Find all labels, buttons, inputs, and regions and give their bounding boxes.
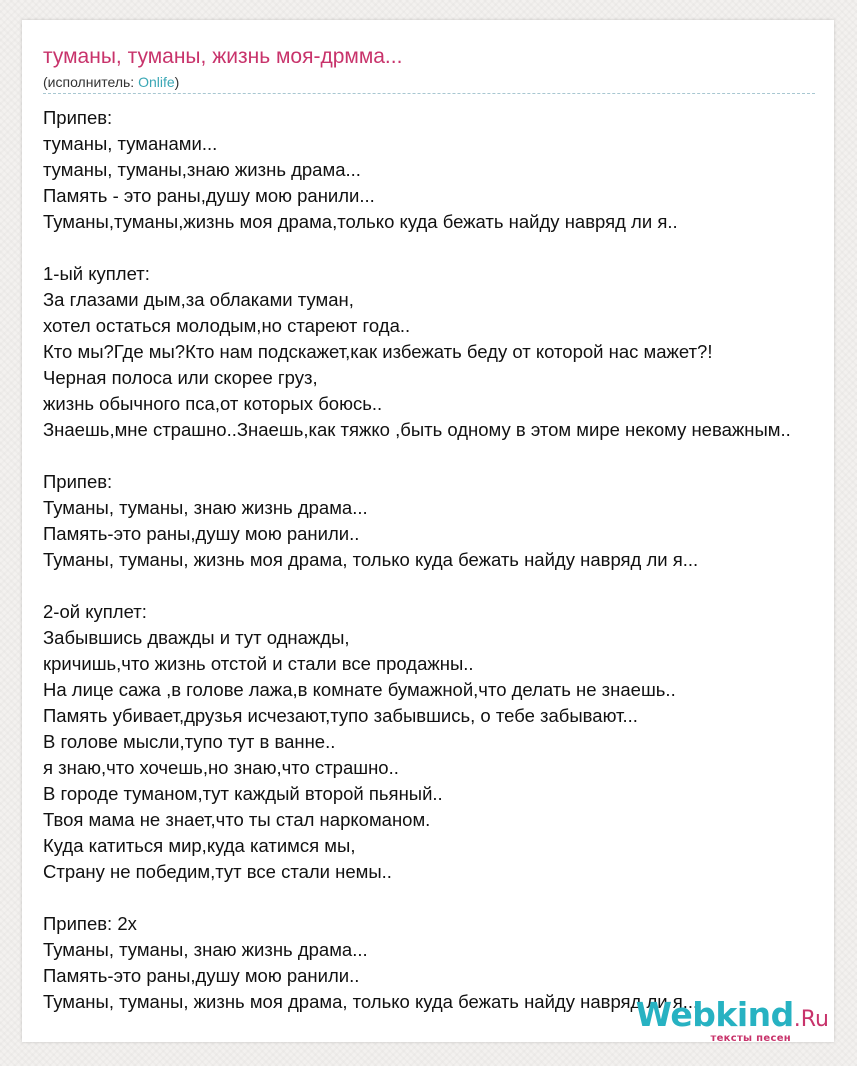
webkind-logo[interactable] xyxy=(636,997,829,1044)
lyric-line: кричишь,что жизнь отстой и стали все продажны.. xyxy=(43,653,474,674)
song-title: туманы, туманы, жизнь моя-дрмма... xyxy=(43,45,403,68)
lyric-line: Припев: xyxy=(43,471,113,492)
lyric-line: Туманы, туманы, знаю жизнь драма... xyxy=(43,939,368,960)
lyric-line: 1-ый куплет: xyxy=(43,263,150,284)
logo-name: Webkind xyxy=(635,995,794,1034)
lyric-line: туманы, туманы,знаю жизнь драма... xyxy=(43,159,361,180)
lyric-line: В голове мысли,тупо тут в ванне.. xyxy=(43,731,336,752)
lyric-line xyxy=(43,235,791,261)
lyric-line: жизнь обычного пса,от которых боюсь.. xyxy=(43,393,383,414)
lyric-line: я знаю,что хочешь,но знаю,что страшно.. xyxy=(43,757,399,778)
lyrics-card xyxy=(22,20,834,1042)
lyric-line: Забывшись дважды и тут однажды, xyxy=(43,627,350,648)
lyric-line: Память - это раны,душу мою ранили... xyxy=(43,185,375,206)
artist-link[interactable]: Onlife xyxy=(138,74,175,90)
lyrics-text xyxy=(43,105,791,1015)
lyric-line: Куда катиться мир,куда катимся мы, xyxy=(43,835,356,856)
lyric-line: Туманы, туманы, жизнь моя драма, только куда бежать найду навряд ли я... xyxy=(43,991,699,1012)
lyric-line: Память убивает,друзья исчезают,тупо забывшись, о тебе забывают... xyxy=(43,705,638,726)
lyric-line: В городе туманом,тут каждый второй пьяный.. xyxy=(43,783,443,804)
logo-tagline: тексты песен xyxy=(710,1033,791,1044)
lyric-line xyxy=(43,885,791,911)
artist-line xyxy=(43,73,179,91)
lyric-line xyxy=(43,443,791,469)
artist-prefix: (исполнитель: xyxy=(43,74,139,90)
artist-suffix: ) xyxy=(174,74,180,90)
lyric-line: Туманы, туманы, знаю жизнь драма... xyxy=(43,497,368,518)
lyric-line: Кто мы?Где мы?Кто нам подскажет,как избежать беду от которой нас мажет?! xyxy=(43,341,713,362)
lyric-line: 2-ой куплет: xyxy=(43,601,147,622)
lyric-line: Страну не победим,тут все стали немы.. xyxy=(43,861,392,882)
lyric-line: Припев: xyxy=(43,107,113,128)
lyric-line: Знаешь,мне страшно..Знаешь,как тяжко ,быть одному в этом мире некому неважным.. xyxy=(43,419,791,440)
logo-domain: .Ru xyxy=(793,1007,829,1032)
lyric-line: Черная полоса или скорее груз, xyxy=(43,367,318,388)
lyric-line: На лице сажа ,в голове лажа,в комнате бумажной,что делать не знаешь.. xyxy=(43,679,676,700)
header-divider xyxy=(43,93,815,94)
lyric-line: Туманы, туманы, жизнь моя драма, только куда бежать найду навряд ли я... xyxy=(43,549,699,570)
lyric-line: За глазами дым,за облаками туман, xyxy=(43,289,354,310)
lyric-line: Твоя мама не знает,что ты стал наркоманом. xyxy=(43,809,431,830)
lyric-line: Припев: 2x xyxy=(43,913,137,934)
lyric-line: туманы, туманами... xyxy=(43,133,218,154)
lyric-line xyxy=(43,573,791,599)
lyric-line: хотел остаться молодым,но стареют года.. xyxy=(43,315,411,336)
lyric-line: Память-это раны,душу мою ранили.. xyxy=(43,965,360,986)
lyric-line: Туманы,туманы,жизнь моя драма,только куда бежать найду навряд ли я.. xyxy=(43,211,678,232)
lyric-line: Память-это раны,душу мою ранили.. xyxy=(43,523,360,544)
